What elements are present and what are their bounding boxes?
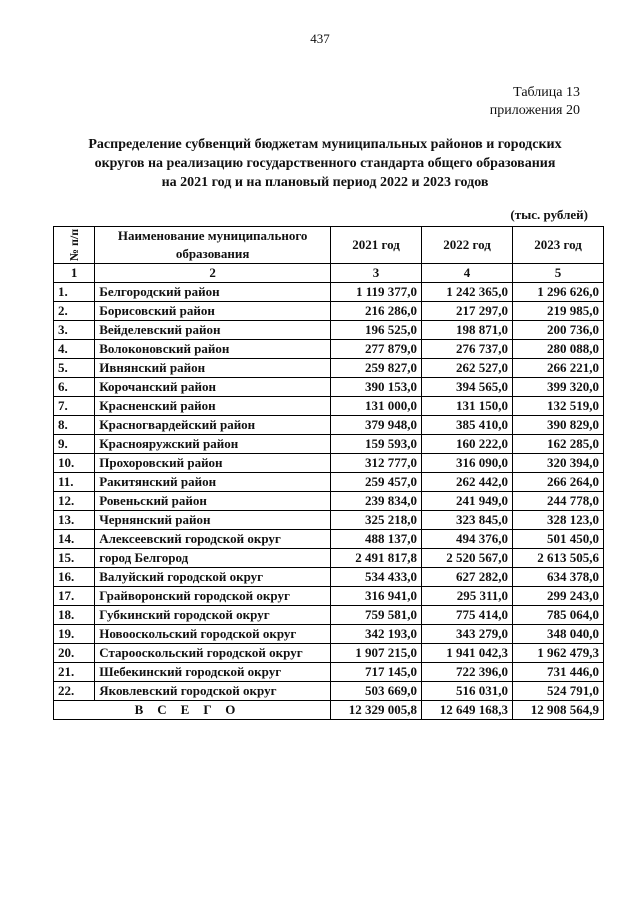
document-heading <box>60 135 590 192</box>
table-row <box>54 473 604 492</box>
row-value-2023: 390 829,0 <box>513 416 604 435</box>
row-value-2023: 785 064,0 <box>513 606 604 625</box>
row-number: 17. <box>54 587 95 606</box>
table-row <box>54 568 604 587</box>
row-number: 12. <box>54 492 95 511</box>
table-row <box>54 663 604 682</box>
column-index-row <box>54 264 604 283</box>
row-value-2022: 217 297,0 <box>422 302 513 321</box>
row-value-2023: 348 040,0 <box>513 625 604 644</box>
row-value-2022: 160 222,0 <box>422 435 513 454</box>
row-value-2022: 494 376,0 <box>422 530 513 549</box>
row-value-2021: 2 491 817,8 <box>331 549 422 568</box>
row-name: город Белгород <box>95 549 331 568</box>
row-value-2021: 342 193,0 <box>331 625 422 644</box>
row-value-2021: 759 581,0 <box>331 606 422 625</box>
row-value-2023: 524 791,0 <box>513 682 604 701</box>
row-value-2023: 162 285,0 <box>513 435 604 454</box>
row-value-2022: 385 410,0 <box>422 416 513 435</box>
table-row <box>54 644 604 663</box>
row-value-2022: 262 442,0 <box>422 473 513 492</box>
row-value-2022: 131 150,0 <box>422 397 513 416</box>
index-cell: 3 <box>331 264 422 283</box>
row-value-2023: 328 123,0 <box>513 511 604 530</box>
row-value-2022: 323 845,0 <box>422 511 513 530</box>
row-name: Алексеевский городской округ <box>95 530 331 549</box>
row-number: 7. <box>54 397 95 416</box>
row-value-2021: 1 907 215,0 <box>331 644 422 663</box>
row-value-2023: 399 320,0 <box>513 378 604 397</box>
row-name: Корочанский район <box>95 378 331 397</box>
table-row <box>54 302 604 321</box>
row-number: 18. <box>54 606 95 625</box>
row-value-2023: 1 962 479,3 <box>513 644 604 663</box>
table-row <box>54 454 604 473</box>
budget-table <box>53 226 604 720</box>
total-2022: 12 649 168,3 <box>422 701 513 720</box>
row-value-2022: 343 279,0 <box>422 625 513 644</box>
table-row <box>54 397 604 416</box>
row-number: 10. <box>54 454 95 473</box>
row-name: Ровеньский район <box>95 492 331 511</box>
row-value-2022: 241 949,0 <box>422 492 513 511</box>
row-value-2022: 295 311,0 <box>422 587 513 606</box>
row-value-2022: 775 414,0 <box>422 606 513 625</box>
row-value-2021: 316 941,0 <box>331 587 422 606</box>
row-number: 22. <box>54 682 95 701</box>
row-name: Старооскольский городской округ <box>95 644 331 663</box>
table-row <box>54 549 604 568</box>
row-value-2023: 501 450,0 <box>513 530 604 549</box>
row-value-2023: 320 394,0 <box>513 454 604 473</box>
index-cell: 1 <box>54 264 95 283</box>
total-label: ВСЕГО <box>54 701 331 720</box>
row-value-2021: 216 286,0 <box>331 302 422 321</box>
row-value-2022: 1 941 042,3 <box>422 644 513 663</box>
row-value-2022: 2 520 567,0 <box>422 549 513 568</box>
row-value-2021: 503 669,0 <box>331 682 422 701</box>
row-value-2021: 196 525,0 <box>331 321 422 340</box>
header-row <box>54 227 604 264</box>
row-number: 1. <box>54 283 95 302</box>
row-value-2022: 1 242 365,0 <box>422 283 513 302</box>
row-name: Красненский район <box>95 397 331 416</box>
row-value-2023: 731 446,0 <box>513 663 604 682</box>
row-number: 8. <box>54 416 95 435</box>
row-value-2023: 200 736,0 <box>513 321 604 340</box>
row-number: 11. <box>54 473 95 492</box>
table-row <box>54 511 604 530</box>
row-value-2021: 159 593,0 <box>331 435 422 454</box>
row-number: 2. <box>54 302 95 321</box>
row-number: 21. <box>54 663 95 682</box>
row-name: Валуйский городской округ <box>95 568 331 587</box>
row-value-2021: 390 153,0 <box>331 378 422 397</box>
row-value-2022: 722 396,0 <box>422 663 513 682</box>
table-row <box>54 492 604 511</box>
table-row <box>54 682 604 701</box>
row-value-2023: 219 985,0 <box>513 302 604 321</box>
row-value-2022: 516 031,0 <box>422 682 513 701</box>
row-name: Грайворонский городской округ <box>95 587 331 606</box>
table-row <box>54 587 604 606</box>
table-row <box>54 378 604 397</box>
row-value-2022: 394 565,0 <box>422 378 513 397</box>
row-name: Ивнянский район <box>95 359 331 378</box>
index-cell: 2 <box>95 264 331 283</box>
row-number: 3. <box>54 321 95 340</box>
table-row <box>54 625 604 644</box>
header-num: № п/п <box>54 227 95 264</box>
row-value-2021: 488 137,0 <box>331 530 422 549</box>
row-value-2023: 280 088,0 <box>513 340 604 359</box>
row-value-2021: 325 218,0 <box>331 511 422 530</box>
row-value-2021: 1 119 377,0 <box>331 283 422 302</box>
total-2023: 12 908 564,9 <box>513 701 604 720</box>
row-value-2023: 2 613 505,6 <box>513 549 604 568</box>
row-number: 15. <box>54 549 95 568</box>
index-cell: 4 <box>422 264 513 283</box>
row-value-2021: 717 145,0 <box>331 663 422 682</box>
table-row <box>54 530 604 549</box>
header-2022: 2022 год <box>422 227 513 264</box>
row-name: Чернянский район <box>95 511 331 530</box>
row-value-2022: 198 871,0 <box>422 321 513 340</box>
table-reference <box>490 84 580 120</box>
row-name: Ракитянский район <box>95 473 331 492</box>
row-name: Краснояружский район <box>95 435 331 454</box>
row-value-2023: 266 264,0 <box>513 473 604 492</box>
row-value-2023: 634 378,0 <box>513 568 604 587</box>
header-name: Наименование муниципального образования <box>95 227 331 264</box>
row-number: 16. <box>54 568 95 587</box>
header-2023: 2023 год <box>513 227 604 264</box>
row-value-2022: 627 282,0 <box>422 568 513 587</box>
table-row <box>54 606 604 625</box>
row-name: Яковлевский городской округ <box>95 682 331 701</box>
row-value-2021: 534 433,0 <box>331 568 422 587</box>
heading-line1: Распределение субвенций бюджетам муниципальных районов и городских <box>88 137 562 152</box>
row-value-2021: 259 457,0 <box>331 473 422 492</box>
row-value-2023: 244 778,0 <box>513 492 604 511</box>
row-value-2023: 1 296 626,0 <box>513 283 604 302</box>
heading-line2: округов на реализацию государственного стандарта общего образования <box>94 156 556 171</box>
header-2021: 2021 год <box>331 227 422 264</box>
table-row <box>54 321 604 340</box>
table-row <box>54 359 604 378</box>
row-name: Губкинский городской округ <box>95 606 331 625</box>
row-name: Новооскольский городской округ <box>95 625 331 644</box>
row-number: 4. <box>54 340 95 359</box>
row-name: Белгородский район <box>95 283 331 302</box>
table-row <box>54 283 604 302</box>
row-value-2023: 266 221,0 <box>513 359 604 378</box>
units-label: (тыс. рублей) <box>510 207 588 222</box>
row-value-2021: 259 827,0 <box>331 359 422 378</box>
total-row <box>54 701 604 720</box>
row-value-2022: 262 527,0 <box>422 359 513 378</box>
table-row <box>54 435 604 454</box>
row-name: Волоконовский район <box>95 340 331 359</box>
row-name: Борисовский район <box>95 302 331 321</box>
heading-line3: на 2021 год и на плановый период 2022 и 2023 годов <box>161 175 489 190</box>
row-number: 19. <box>54 625 95 644</box>
table-ref-line1: Таблица 13 <box>513 85 580 100</box>
row-value-2021: 312 777,0 <box>331 454 422 473</box>
row-value-2021: 277 879,0 <box>331 340 422 359</box>
row-value-2021: 239 834,0 <box>331 492 422 511</box>
row-value-2021: 131 000,0 <box>331 397 422 416</box>
row-number: 9. <box>54 435 95 454</box>
table-ref-line2: приложения 20 <box>489 103 580 118</box>
row-value-2022: 316 090,0 <box>422 454 513 473</box>
row-value-2022: 276 737,0 <box>422 340 513 359</box>
total-2021: 12 329 005,8 <box>331 701 422 720</box>
table-row <box>54 340 604 359</box>
table-row <box>54 416 604 435</box>
row-name: Красногвардейский район <box>95 416 331 435</box>
row-number: 13. <box>54 511 95 530</box>
row-name: Шебекинский городской округ <box>95 663 331 682</box>
row-number: 20. <box>54 644 95 663</box>
row-value-2023: 132 519,0 <box>513 397 604 416</box>
row-number: 6. <box>54 378 95 397</box>
row-value-2023: 299 243,0 <box>513 587 604 606</box>
row-name: Вейделевский район <box>95 321 331 340</box>
row-number: 14. <box>54 530 95 549</box>
page-number: 437 <box>310 31 330 46</box>
row-name: Прохоровский район <box>95 454 331 473</box>
row-number: 5. <box>54 359 95 378</box>
row-value-2021: 379 948,0 <box>331 416 422 435</box>
index-cell: 5 <box>513 264 604 283</box>
